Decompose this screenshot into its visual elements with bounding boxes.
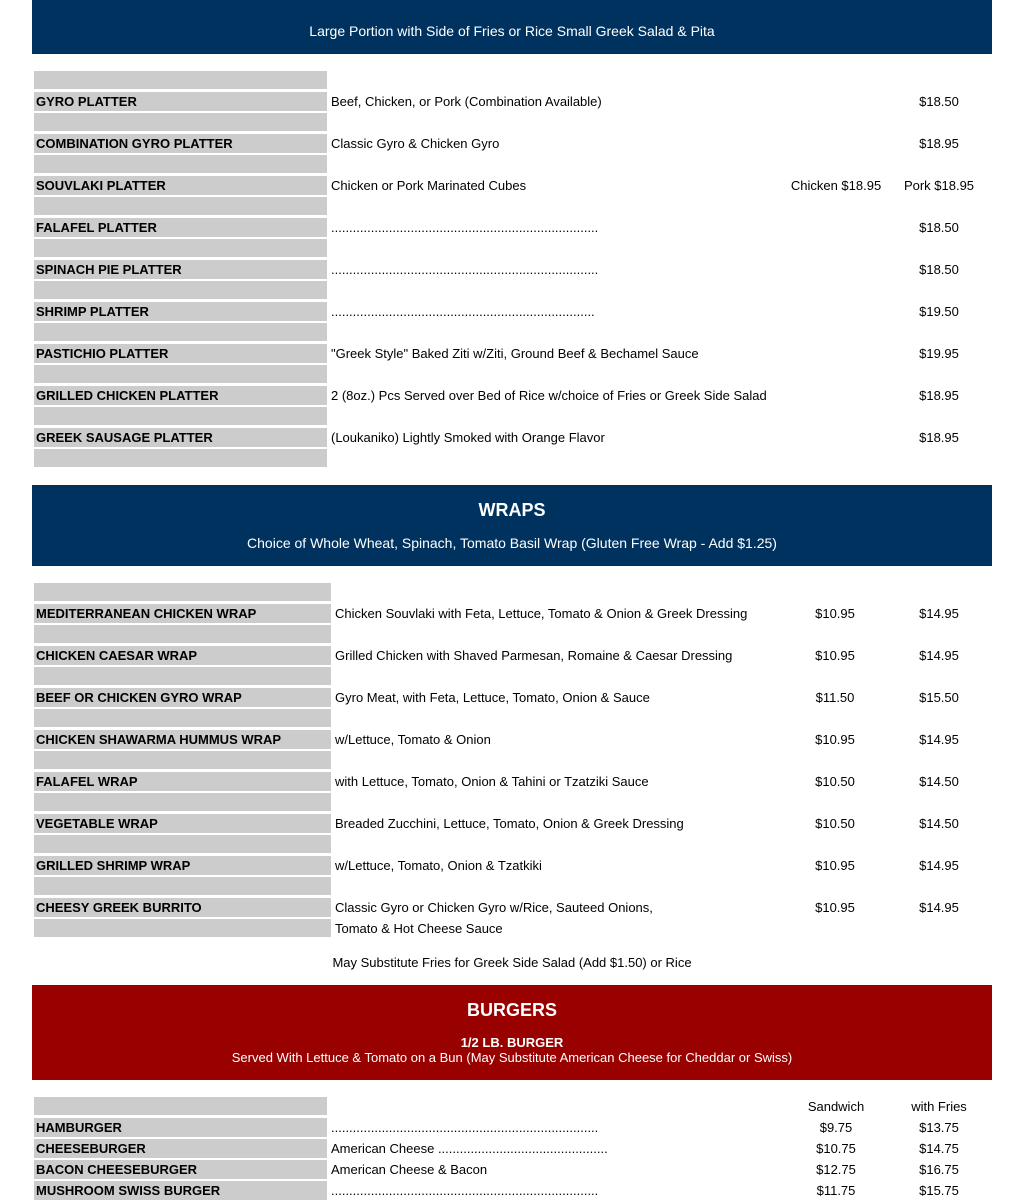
burgers-header-spacer [34,1097,327,1115]
row-spacer [34,449,327,467]
item-name: MUSHROOM SWISS BURGER [34,1181,327,1200]
item-price-2: $14.95 [919,858,959,873]
item-name: GREEK SAUSAGE PLATTER [34,428,327,447]
burgers-banner [32,985,992,1080]
item-price-1: $10.95 [815,732,855,747]
menu-item [0,856,1024,875]
item-price-2: $18.95 [919,136,959,151]
item-price-1: $9.75 [819,1120,853,1135]
item-name: GYRO PLATTER [34,92,327,111]
item-description: Gyro Meat, with Feta, Lettuce, Tomato, Onion & Sauce [335,690,650,705]
row-spacer [34,239,327,257]
row-spacer [34,365,327,383]
item-name: FALAFEL PLATTER [34,218,327,237]
row-spacer [34,709,331,727]
item-description-continued: Tomato & Hot Cheese Sauce [335,921,503,936]
menu-item [0,302,1024,321]
item-price-2: $18.50 [919,94,959,109]
wraps-banner [32,485,992,566]
row-spacer [34,625,331,643]
item-name: GRILLED CHICKEN PLATTER [34,386,327,405]
item-price-1: $10.75 [816,1141,856,1156]
item-price-2: $19.50 [919,304,959,319]
item-price-2: $18.95 [919,430,959,445]
item-description: w/Lettuce, Tomato & Onion [335,732,491,747]
burgers-subtitle: Served With Lettuce & Tomato on a Bun (May Substitute American Cheese for Cheddar or Swiss) [231,1050,793,1065]
menu-item [0,688,1024,707]
platters-banner [32,0,992,54]
burgers-col-with-fries: with Fries [911,1099,967,1114]
item-price-1: $12.75 [816,1162,856,1177]
menu-item [0,1160,1024,1179]
item-price-1: $10.95 [815,606,855,621]
item-price-2: Pork $18.95 [903,178,975,193]
item-price-2: $14.95 [919,732,959,747]
platters-subtitle: Large Portion with Side of Fries or Rice Small Greek Salad & Pita [309,23,715,39]
item-description: Classic Gyro or Chicken Gyro w/Rice, Sauteed Onions, [335,900,653,915]
menu-item [0,730,1024,749]
item-description: w/Lettuce, Tomato, Onion & Tzatkiki [335,858,542,873]
item-price-2: $16.75 [919,1162,959,1177]
item-description: .......................................................................... [331,220,599,235]
item-name: SPINACH PIE PLATTER [34,260,327,279]
menu-item [0,134,1024,153]
row-spacer [34,113,327,131]
item-price-2: $14.95 [919,606,959,621]
menu-item [0,260,1024,279]
item-price-1: $10.50 [815,774,855,789]
wraps-subtitle: Choice of Whole Wheat, Spinach, Tomato Basil Wrap (Gluten Free Wrap - Add $1.25) [247,535,777,551]
row-spacer [34,751,331,769]
item-price-2: $15.50 [919,690,959,705]
item-name: CHEESY GREEK BURRITO [34,898,331,917]
item-price-2: $18.50 [919,262,959,277]
menu-item [0,898,1024,917]
item-description: American Cheese & Bacon [331,1162,488,1177]
item-description: with Lettuce, Tomato, Onion & Tahini or Tzatziki Sauce [335,774,649,789]
menu-item [0,176,1024,195]
item-name: COMBINATION GYRO PLATTER [34,134,327,153]
menu-item [0,386,1024,405]
row-spacer [34,793,331,811]
burgers-title: BURGERS [466,1000,557,1020]
menu-item [0,772,1024,791]
item-price-1: $10.95 [815,858,855,873]
burgers-subtitle-bold: 1/2 LB. BURGER [460,1035,564,1050]
item-price-2: $19.95 [919,346,959,361]
menu-item [0,344,1024,363]
row-spacer [34,835,331,853]
item-name: BACON CHEESEBURGER [34,1160,327,1179]
item-price-2: $15.75 [919,1183,959,1198]
item-description: Chicken Souvlaki with Feta, Lettuce, Tomato & Onion & Greek Dressing [335,606,748,621]
item-name: BEEF OR CHICKEN GYRO WRAP [34,688,331,707]
item-price-1: $10.95 [815,648,855,663]
menu-item [0,604,1024,623]
wraps-title: WRAPS [478,500,546,520]
menu-item [0,428,1024,447]
wraps-note: May Substitute Fries for Greek Side Salad (Add $1.50) or Rice [332,955,692,970]
item-price-2: $14.95 [919,648,959,663]
item-name: SOUVLAKI PLATTER [34,176,327,195]
item-description: Beef, Chicken, or Pork (Combination Available) [331,94,602,109]
item-description: .......................................................................... [331,262,599,277]
item-price-2: $14.95 [919,900,959,915]
item-description: 2 (8oz.) Pcs Served over Bed of Rice w/choice of Fries or Greek Side Salad [331,388,767,403]
row-spacer [34,71,327,89]
item-name: CHEESEBURGER [34,1139,327,1158]
item-description: Grilled Chicken with Shaved Parmesan, Romaine & Caesar Dressing [335,648,733,663]
item-description: "Greek Style" Baked Ziti w/Ziti, Ground Beef & Bechamel Sauce [331,346,699,361]
row-spacer [34,583,331,601]
item-price-1: $10.50 [815,816,855,831]
item-price-2: $18.50 [919,220,959,235]
row-spacer [34,323,327,341]
item-name: VEGETABLE WRAP [34,814,331,833]
item-price-2: $14.75 [919,1141,959,1156]
row-spacer [34,155,327,173]
row-spacer [34,281,327,299]
item-description: .......................................................................... [331,1120,599,1135]
item-name: FALAFEL WRAP [34,772,331,791]
row-spacer [34,877,331,895]
item-description: Chicken or Pork Marinated Cubes [331,178,527,193]
item-price-2: $13.75 [919,1120,959,1135]
menu-item [0,1118,1024,1137]
menu-item [0,1139,1024,1158]
item-price-2: $14.50 [919,816,959,831]
item-name: HAMBURGER [34,1118,327,1137]
item-name: PASTICHIO PLATTER [34,344,327,363]
item-description: ......................................................................... [331,304,595,319]
item-name: CHICKEN CAESAR WRAP [34,646,331,665]
row-spacer [34,407,327,425]
menu-item [0,646,1024,665]
row-spacer [34,919,331,937]
item-name: GRILLED SHRIMP WRAP [34,856,331,875]
item-description: (Loukaniko) Lightly Smoked with Orange Flavor [331,430,605,445]
item-price-2: $14.50 [919,774,959,789]
menu-item [0,814,1024,833]
item-price-1: $11.50 [815,690,855,705]
burgers-col-sandwich: Sandwich [807,1099,865,1114]
menu-item [0,1181,1024,1200]
item-price-2: $18.95 [919,388,959,403]
item-price-1: Chicken $18.95 [790,178,882,193]
item-name: SHRIMP PLATTER [34,302,327,321]
menu-item [0,218,1024,237]
item-description: Classic Gyro & Chicken Gyro [331,136,500,151]
item-description: Breaded Zucchini, Lettuce, Tomato, Onion & Greek Dressing [335,816,684,831]
item-description: .......................................................................... [331,1183,599,1198]
item-price-1: $10.95 [815,900,855,915]
menu-item [0,92,1024,111]
row-spacer [34,667,331,685]
item-name: MEDITERRANEAN CHICKEN WRAP [34,604,331,623]
item-description: American Cheese ............................................... [331,1141,608,1156]
item-price-1: $11.75 [816,1183,856,1198]
item-name: CHICKEN SHAWARMA HUMMUS WRAP [34,730,331,749]
row-spacer [34,197,327,215]
